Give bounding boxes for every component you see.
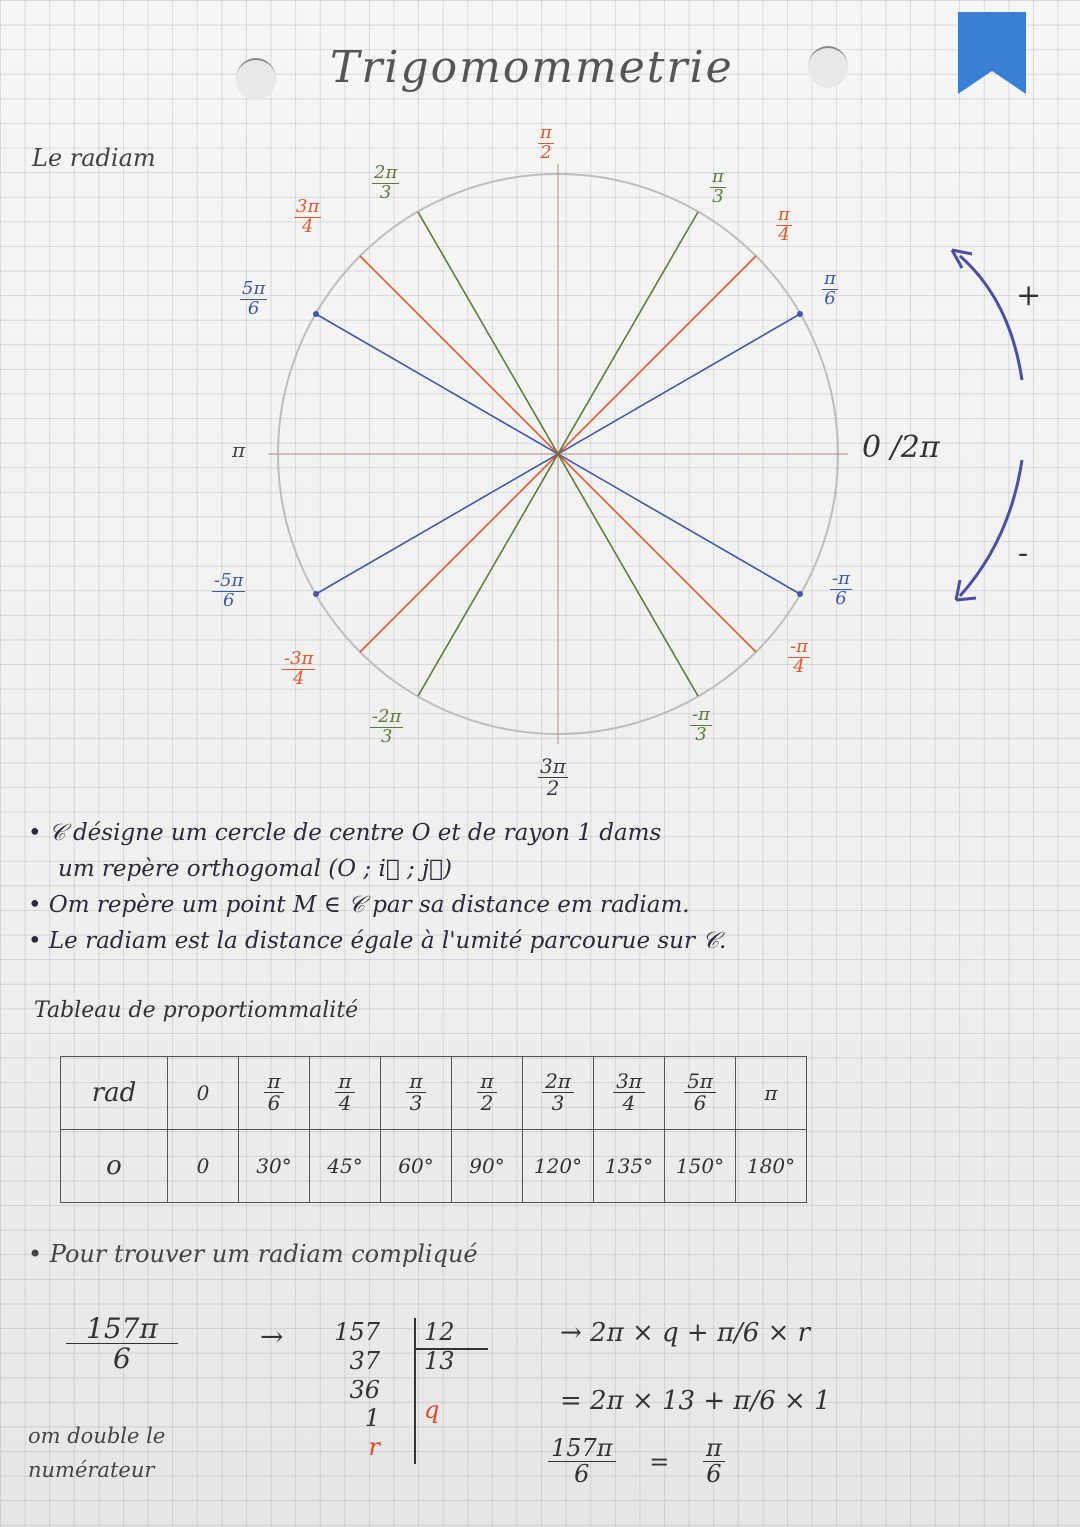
label-zero-2pi: 0 /2π <box>862 430 940 465</box>
deg-cell: 90° <box>452 1130 523 1203</box>
section-label: Le radiam <box>32 144 156 172</box>
rad-cell: $\frac{\pi}{3}$ <box>381 1057 452 1130</box>
label-5pi6: 5π 6 <box>242 278 266 319</box>
rad-cell: 0 <box>168 1057 239 1130</box>
side-note-2: numérateur <box>28 1458 155 1482</box>
label-minus-pi3: -π 3 <box>692 704 710 745</box>
label-pi6: π 6 <box>824 268 836 309</box>
equation-1: → 2π × q + π/6 × r <box>560 1318 811 1348</box>
label-pi4: π 4 <box>778 204 790 245</box>
deg-cell: 45° <box>310 1130 381 1203</box>
division-result: 12 13 q <box>424 1318 455 1424</box>
deg-cell: 150° <box>665 1130 736 1203</box>
label-2pi3: 2π 3 <box>374 162 398 203</box>
rad-cell: $\frac{5\pi}{6}$ <box>665 1057 736 1130</box>
note-line-1: • 𝒞 désigne um cercle de centre O et de rayon 1 dams <box>28 820 662 846</box>
label-pi: π <box>232 438 246 462</box>
rad-cell: $\frac{\pi}{6}$ <box>239 1057 310 1130</box>
label-pi2: π 2 <box>540 122 552 163</box>
rad-cell: $\frac{2\pi}{3}$ <box>523 1057 594 1130</box>
rad-cell: $\frac{\pi}{4}$ <box>310 1057 381 1130</box>
label-minus-2pi3: -2π 3 <box>372 706 402 747</box>
table-row-rad <box>61 1057 807 1130</box>
note-line-4: • Le radiam est la distance égale à l'umité parcourue sur 𝒞. <box>28 928 727 954</box>
table-row-deg <box>61 1130 807 1203</box>
row-head-deg: o <box>61 1130 168 1203</box>
rad-cell: π <box>736 1057 807 1130</box>
deg-cell: 120° <box>523 1130 594 1203</box>
negative-sign: - <box>1018 536 1029 571</box>
rad-cell: $\frac{\pi}{2}$ <box>452 1057 523 1130</box>
division-bar <box>414 1318 416 1464</box>
side-note-1: om double le <box>28 1424 166 1448</box>
label-3pi2: 3π 2 <box>540 754 566 800</box>
positive-arc <box>960 256 1022 380</box>
positive-sign: + <box>1016 278 1042 313</box>
arrow-1: → <box>260 1320 284 1353</box>
proportionality-table <box>60 1056 807 1203</box>
complex-fraction: $\frac{157\pi}{6}$ <box>66 1314 178 1374</box>
note-line-2: um repère orthogomal (O ; i⃗ ; j⃗) <box>58 856 452 882</box>
deg-cell: 135° <box>594 1130 665 1203</box>
result-equation: $\frac{157\pi}{6}$ = $\frac{\pi}{6}$ <box>548 1436 725 1487</box>
deg-cell: 30° <box>239 1130 310 1203</box>
note-line-3: • Om repère um point M ∈ 𝒞 par sa distance em radiam. <box>28 892 690 918</box>
equation-2: = 2π × 13 + π/6 × 1 <box>560 1386 831 1416</box>
deg-cell: 0 <box>168 1130 239 1203</box>
label-minus-pi6: -π 6 <box>832 568 850 609</box>
label-minus-pi4: -π 4 <box>790 636 808 677</box>
label-3pi4: 3π 4 <box>296 196 320 237</box>
label-minus-3pi4: -3π 4 <box>284 648 314 689</box>
label-minus-5pi6: -5π 6 <box>214 570 244 611</box>
rad-cell: $\frac{3\pi}{4}$ <box>594 1057 665 1130</box>
page-title: Trigomommetrie <box>330 42 734 93</box>
label-pi3: π 3 <box>712 166 724 207</box>
method-heading: • Pour trouver um radiam compliqué <box>28 1240 478 1268</box>
negative-arc <box>960 460 1022 596</box>
row-head-rad: rad <box>61 1057 168 1130</box>
table-caption: Tableau de proportiommalité <box>34 998 359 1023</box>
division-work: 157 37 36 1 r <box>334 1318 380 1462</box>
deg-cell: 180° <box>736 1130 807 1203</box>
deg-cell: 60° <box>381 1130 452 1203</box>
